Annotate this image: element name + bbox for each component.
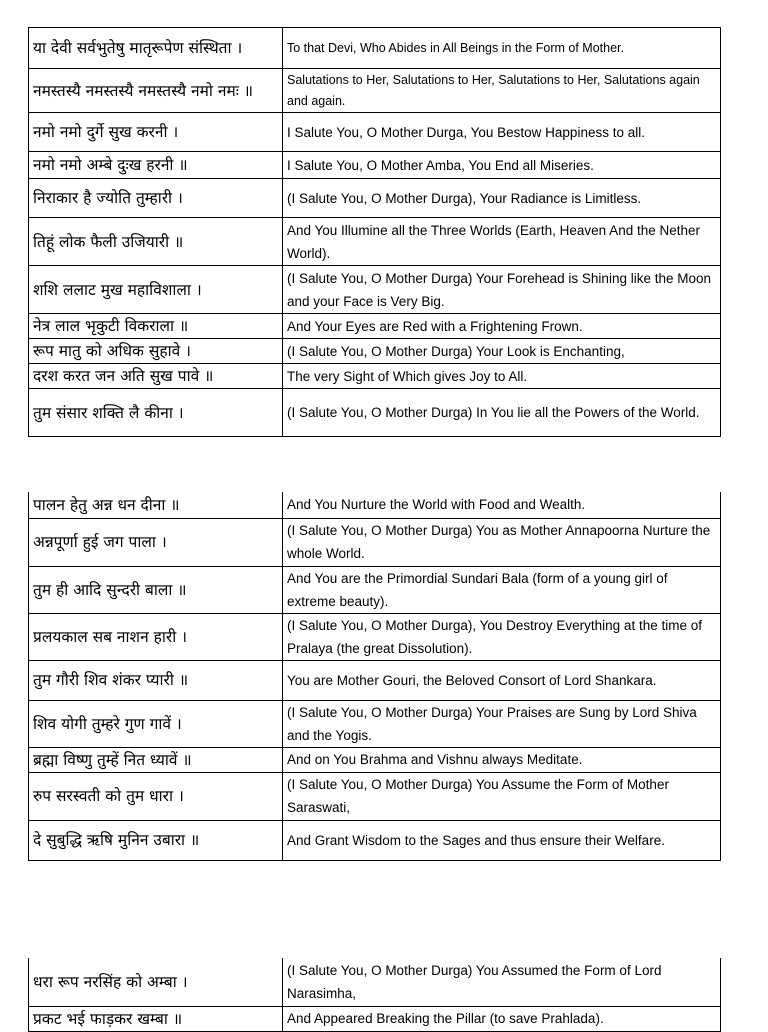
table-row — [29, 218, 721, 266]
english-translation: (I Salute You, O Mother Durga) In You lie all the Powers of the World. — [283, 389, 721, 437]
english-translation: And on You Brahma and Vishnu always Meditate. — [283, 747, 721, 772]
table-row — [29, 266, 721, 314]
table-row — [29, 613, 721, 660]
english-translation: (I Salute You, O Mother Durga), Your Radiance is Limitless. — [283, 179, 721, 218]
hindi-verse: दे सुबुद्धि ऋषि मुनिन उबारा ॥ — [29, 820, 283, 860]
hindi-verse: रुप सरस्वती को तुम धारा । — [29, 772, 283, 820]
table-row — [29, 28, 721, 69]
english-translation: (I Salute You, O Mother Durga) You Assume the Form of Mother Saraswati, — [283, 772, 721, 820]
hindi-verse: या देवी सर्वभुतेषु मातृरूपेण संस्थिता । — [29, 28, 283, 69]
verse-table-3 — [28, 958, 721, 1032]
hindi-verse: तुम संसार शक्ति लै कीना । — [29, 389, 283, 437]
hindi-verse: रूप मातु को अधिक सुहावे । — [29, 339, 283, 364]
english-translation: And You Illumine all the Three Worlds (Earth, Heaven And the Nether World). — [283, 218, 721, 266]
table-row — [29, 364, 721, 389]
english-translation: To that Devi, Who Abides in All Beings in the Form of Mother. — [283, 28, 721, 69]
hindi-verse: ब्रह्मा विष्णु तुम्हें नित ध्यावें ॥ — [29, 747, 283, 772]
english-translation: (I Salute You, O Mother Durga) You Assumed the Form of Lord Narasimha, — [283, 958, 721, 1006]
hindi-verse: तुम गौरी शिव शंकर प्यारी ॥ — [29, 660, 283, 700]
table-row — [29, 958, 721, 1006]
hindi-verse: प्रकट भई फाड़कर खम्बा ॥ — [29, 1006, 283, 1031]
english-translation: You are Mother Gouri, the Beloved Consort of Lord Shankara. — [283, 660, 721, 700]
english-translation: (I Salute You, O Mother Durga) Your Forehead is Shining like the Moon and your Face is Very Big. — [283, 266, 721, 314]
table-row — [29, 339, 721, 364]
table-row — [29, 518, 721, 566]
hindi-verse: नमस्तस्यै नमस्तस्यै नमस्तस्यै नमो नमः ॥ — [29, 69, 283, 113]
english-translation: The very Sight of Which gives Joy to All. — [283, 364, 721, 389]
table-row — [29, 566, 721, 613]
hindi-verse: अन्नपूर्णा हुई जग पाला । — [29, 518, 283, 566]
table-row — [29, 772, 721, 820]
english-translation: And You are the Primordial Sundari Bala (form of a young girl of extreme beauty). — [283, 566, 721, 613]
table-row — [29, 700, 721, 747]
hindi-verse: नमो नमो दुर्गे सुख करनी । — [29, 113, 283, 152]
english-translation: I Salute You, O Mother Durga, You Bestow Happiness to all. — [283, 113, 721, 152]
english-translation: And Appeared Breaking the Pillar (to save Prahlada). — [283, 1006, 721, 1031]
verse-table-2 — [28, 492, 721, 861]
english-translation: And Your Eyes are Red with a Frightening Frown. — [283, 314, 721, 339]
hindi-verse: निराकार है ज्योति तुम्हारी । — [29, 179, 283, 218]
hindi-verse: तिहूं लोक फैली उजियारी ॥ — [29, 218, 283, 266]
table-row — [29, 820, 721, 860]
table-row — [29, 69, 721, 113]
hindi-verse: नमो नमो अम्बे दुःख हरनी ॥ — [29, 152, 283, 179]
table-row — [29, 660, 721, 700]
english-translation: I Salute You, O Mother Amba, You End all Miseries. — [283, 152, 721, 179]
english-translation: And Grant Wisdom to the Sages and thus ensure their Welfare. — [283, 820, 721, 860]
hindi-verse: शशि ललाट मुख महाविशाला । — [29, 266, 283, 314]
hindi-verse: तुम ही आदि सुन्दरी बाला ॥ — [29, 566, 283, 613]
english-translation: Salutations to Her, Salutations to Her, Salutations to Her, Salutations again and again. — [283, 69, 721, 113]
hindi-verse: शिव योगी तुम्हरे गुण गावें । — [29, 700, 283, 747]
hindi-verse: पालन हेतु अन्न धन दीना ॥ — [29, 492, 283, 518]
english-translation: (I Salute You, O Mother Durga) You as Mother Annapoorna Nurture the whole World. — [283, 518, 721, 566]
english-translation: (I Salute You, O Mother Durga) Your Praises are Sung by Lord Shiva and the Yogis. — [283, 700, 721, 747]
english-translation: And You Nurture the World with Food and Wealth. — [283, 492, 721, 518]
table-row — [29, 152, 721, 179]
table-row — [29, 389, 721, 437]
table-row — [29, 179, 721, 218]
english-translation: (I Salute You, O Mother Durga) Your Look is Enchanting, — [283, 339, 721, 364]
hindi-verse: नेत्र लाल भृकुटी विकराला ॥ — [29, 314, 283, 339]
table-row — [29, 492, 721, 518]
table-row — [29, 113, 721, 152]
verse-table-1 — [28, 27, 721, 437]
table-row — [29, 314, 721, 339]
table-row — [29, 747, 721, 772]
hindi-verse: दरश करत जन अति सुख पावे ॥ — [29, 364, 283, 389]
table-row — [29, 1006, 721, 1031]
english-translation: (I Salute You, O Mother Durga), You Destroy Everything at the time of Pralaya (the great Dissolution). — [283, 613, 721, 660]
hindi-verse: धरा रूप नरसिंह को अम्बा । — [29, 958, 283, 1006]
hindi-verse: प्रलयकाल सब नाशन हारी । — [29, 613, 283, 660]
